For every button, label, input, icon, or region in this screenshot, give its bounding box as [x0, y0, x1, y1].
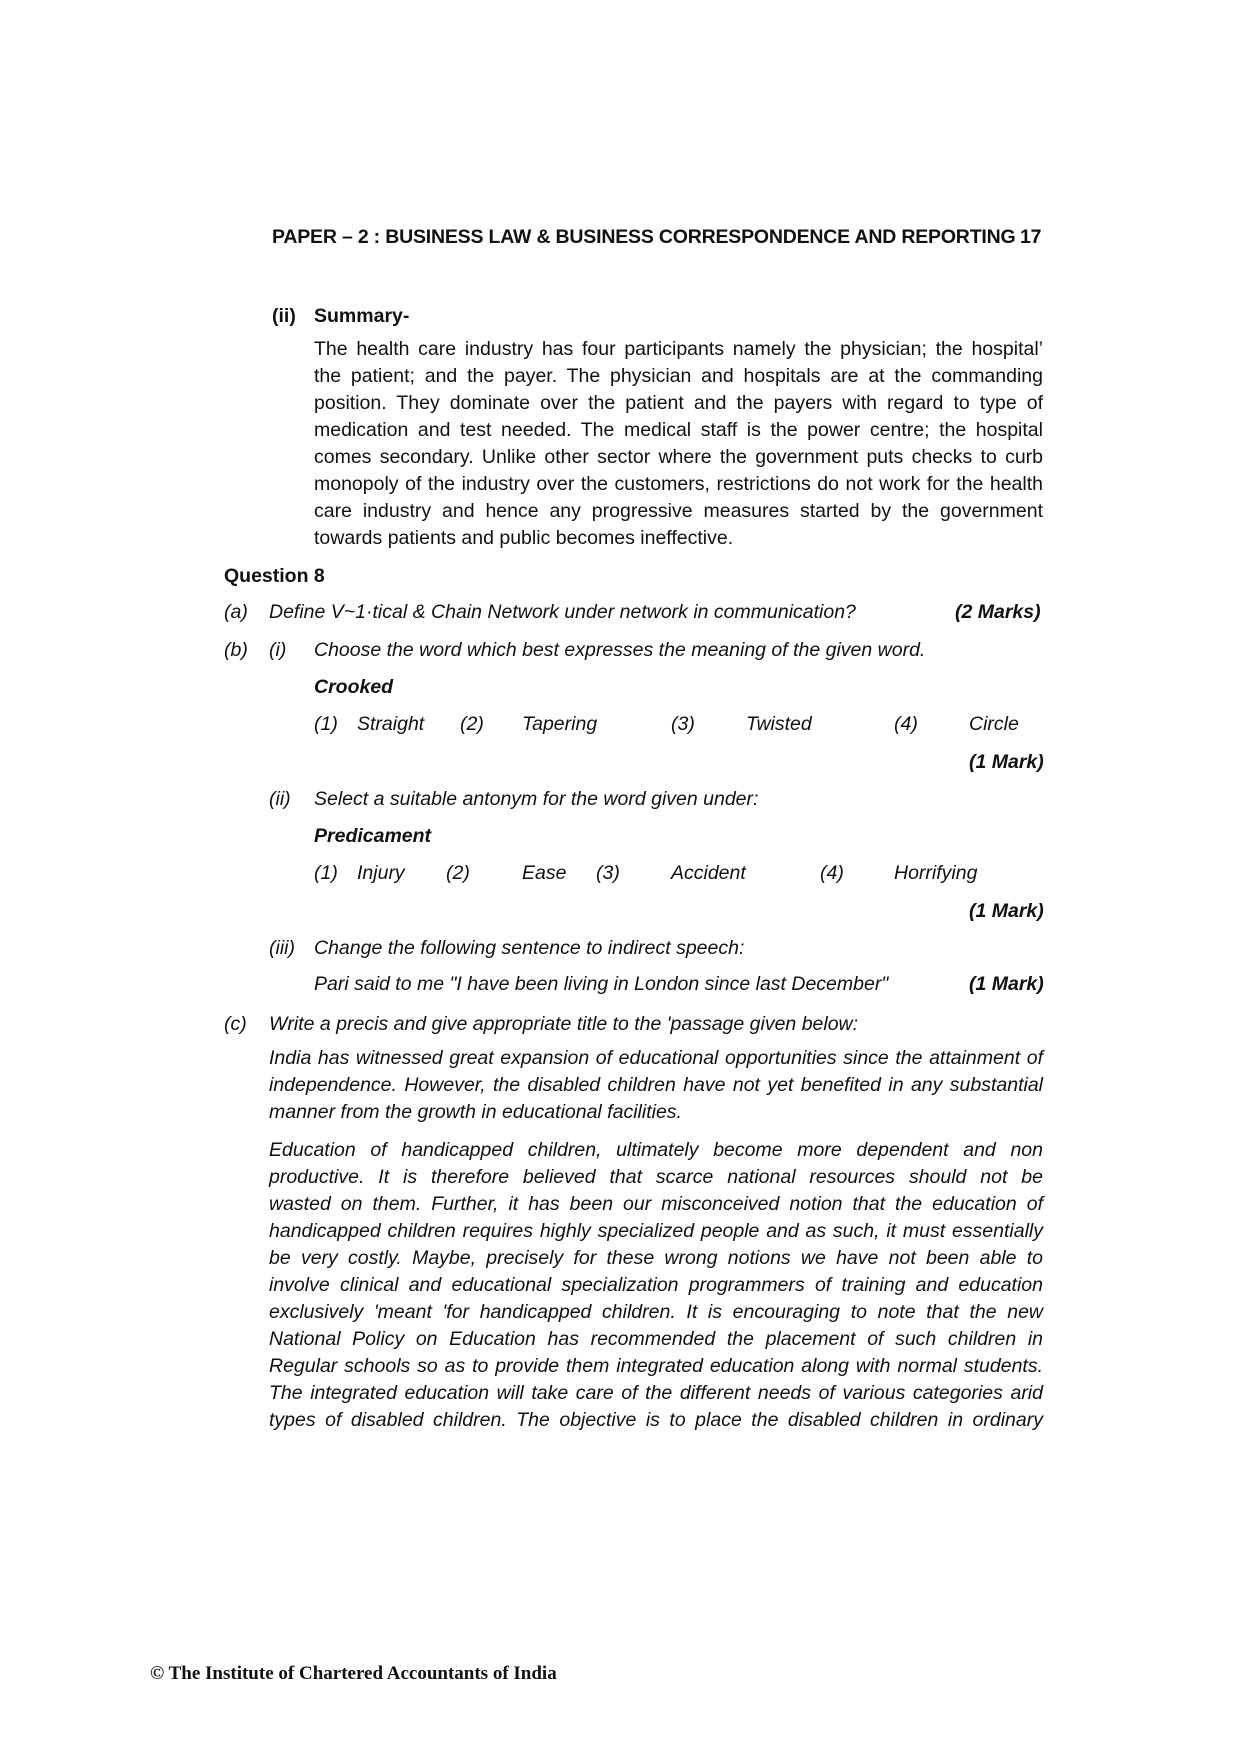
- option-number: (4): [894, 713, 918, 735]
- option-text: Twisted: [746, 713, 812, 735]
- question-b-iii-text: Change the following sentence to indirect speech:: [314, 937, 745, 959]
- summary-paragraph: [314, 336, 1043, 552]
- passage-paragraph-2: [269, 1137, 1043, 1434]
- passage-line: manner from the growth in educational facilities.: [269, 1101, 682, 1123]
- passage-line: productive. It is therefore believed that scarce national resources should not be: [269, 1166, 1043, 1188]
- passage-line: Regular schools so as to provide them integrated education along with normal students.: [269, 1355, 1043, 1377]
- footer-copyright: © The Institute of Chartered Accountants of India: [150, 1663, 557, 1684]
- option-text: Ease: [522, 862, 567, 884]
- option-number: (3): [671, 713, 695, 735]
- question-a-marks: (2 Marks): [955, 601, 1041, 623]
- question-b-iii-number: (iii): [269, 937, 295, 959]
- summary-line: The health care industry has four participants namely the physician; the hospital’: [314, 338, 1043, 360]
- option-number: (1): [314, 713, 338, 735]
- question-b-ii-marks: (1 Mark): [969, 900, 1044, 922]
- summary-line: the patient; and the payer. The physician and hospitals are at the commanding: [314, 365, 1043, 387]
- option-number: (1): [314, 862, 338, 884]
- question-b-i-marks: (1 Mark): [969, 751, 1044, 773]
- passage-line: handicapped children requires highly specialized people and as such, it must essentially: [269, 1220, 1043, 1242]
- summary-line: comes secondary. Unlike other sector where the government puts checks to curb: [314, 446, 1043, 468]
- passage-line: The integrated education will take care of the different needs of various categories arid: [269, 1382, 1043, 1404]
- passage-line: involve clinical and educational specialization programmers of training and education: [269, 1274, 1043, 1296]
- passage-line: India has witnessed great expansion of educational opportunities since the attainment of: [269, 1047, 1043, 1069]
- summary-line: position. They dominate over the patient and the payers with regard to type of: [314, 392, 1043, 414]
- page-number: 17: [1020, 226, 1042, 248]
- summary-line: towards patients and public becomes ineffective.: [314, 527, 734, 549]
- question-b-ii-word: Predicament: [314, 825, 432, 847]
- option-text: Accident: [671, 862, 746, 884]
- option-text: Tapering: [522, 713, 598, 735]
- option-text: Horrifying: [894, 862, 978, 884]
- passage-paragraph-1: [269, 1045, 1043, 1126]
- summary-line: medication and test needed. The medical staff is the power centre; the hospital: [314, 419, 1043, 441]
- option-text: Circle: [969, 713, 1019, 735]
- question-a-text: Define V~1·tical & Chain Network under network in communication?: [269, 601, 856, 623]
- question-b-i-number: (i): [269, 639, 287, 661]
- summary-number: (ii): [272, 305, 296, 327]
- option-text: Straight: [357, 713, 425, 735]
- passage-line: be very costly. Maybe, precisely for these wrong notions we have not been able to: [269, 1247, 1043, 1269]
- option-number: (2): [446, 862, 470, 884]
- option-text: Injury: [357, 862, 405, 884]
- page-header-title: PAPER – 2 : BUSINESS LAW & BUSINESS CORRESPONDENCE AND REPORTING: [272, 226, 1016, 248]
- question-c-label: (c): [224, 1013, 247, 1035]
- question-b-i-word: Crooked: [314, 676, 394, 698]
- question-b-ii-text: Select a suitable antonym for the word given under:: [314, 788, 759, 810]
- passage-line: Education of handicapped children, ultimately become more dependent and non: [269, 1139, 1043, 1161]
- option-number: (4): [820, 862, 844, 884]
- passage-line: wasted on them. Further, it has been our misconceived notion that the education of: [269, 1193, 1043, 1215]
- passage-line: National Policy on Education has recommended the placement of such children in: [269, 1328, 1043, 1350]
- summary-line: monopoly of the industry over the customers, restrictions do not work for the health: [314, 473, 1043, 495]
- passage-line: exclusively 'meant 'for handicapped children. It is encouraging to note that the new: [269, 1301, 1043, 1323]
- question-b-ii-number: (ii): [269, 788, 291, 810]
- option-number: (2): [460, 713, 484, 735]
- question-c-text: Write a precis and give appropriate title to the 'passage given below:: [269, 1013, 859, 1035]
- question-b-iii-marks: (1 Mark): [969, 973, 1044, 995]
- passage-line: types of disabled children. The objective is to place the disabled children in ordinary: [269, 1409, 1043, 1431]
- option-number: (3): [596, 862, 620, 884]
- question-title: Question 8: [224, 565, 325, 587]
- question-b-label: (b): [224, 639, 248, 661]
- question-b-i-text: Choose the word which best expresses the meaning of the given word.: [314, 639, 926, 661]
- question-b-iii-sentence: Pari said to me "I have been living in London since last December": [314, 973, 889, 995]
- summary-line: care industry and hence any progressive measures started by the government: [314, 500, 1043, 522]
- passage-line: independence. However, the disabled children have not yet benefited in any substantial: [269, 1074, 1043, 1096]
- summary-heading: Summary-: [314, 305, 410, 327]
- question-a-label: (a): [224, 601, 248, 623]
